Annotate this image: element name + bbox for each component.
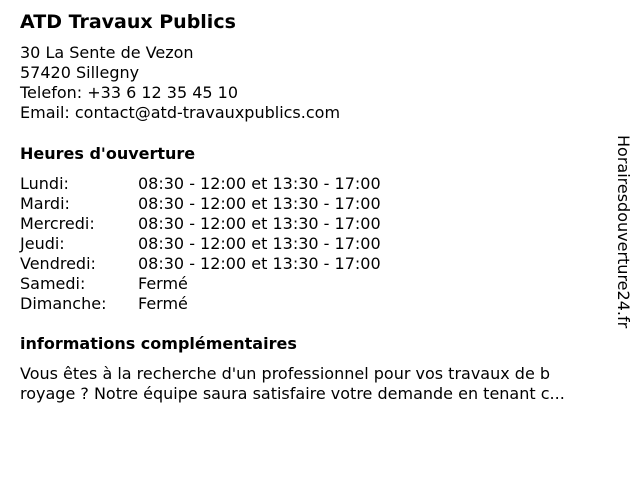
phone-number: Telefon: +33 6 12 35 45 10 — [20, 83, 239, 102]
address-street: 30 La Sente de Vezon — [20, 43, 194, 62]
day-label: Mardi: — [20, 194, 70, 213]
hours-value: Fermé — [138, 294, 188, 313]
description-line: Vous êtes à la recherche d'un professionnel pour vos travaux de b — [20, 364, 551, 383]
hours-value: 08:30 - 12:00 et 13:30 - 17:00 — [138, 194, 381, 213]
day-label: Samedi: — [20, 274, 86, 293]
day-label: Lundi: — [20, 174, 69, 193]
day-label: Jeudi: — [20, 234, 65, 253]
day-label: Vendredi: — [20, 254, 96, 273]
business-name: ATD Travaux Publics — [20, 11, 236, 33]
hours-value: 08:30 - 12:00 et 13:30 - 17:00 — [138, 214, 381, 233]
email-address: Email: contact@atd-travauxpublics.com — [20, 103, 341, 122]
additional-info-heading: informations complémentaires — [20, 334, 297, 353]
opening-hours-heading: Heures d'ouverture — [20, 144, 196, 163]
hours-value: Fermé — [138, 274, 188, 293]
site-watermark — [611, 135, 635, 345]
contact-block — [20, 43, 340, 123]
address-city: 57420 Sillegny — [20, 63, 140, 82]
hours-value: 08:30 - 12:00 et 13:30 - 17:00 — [138, 254, 381, 273]
day-label: Mercredi: — [20, 214, 95, 233]
hours-value: 08:30 - 12:00 et 13:30 - 17:00 — [138, 174, 381, 193]
hours-value: 08:30 - 12:00 et 13:30 - 17:00 — [138, 234, 381, 253]
day-label: Dimanche: — [20, 294, 107, 313]
business-description — [20, 364, 620, 404]
watermark-text: Horairesdouverture24.fr — [614, 135, 633, 329]
description-line: royage ? Notre équipe saura satisfaire votre demande en tenant c... — [20, 384, 565, 403]
